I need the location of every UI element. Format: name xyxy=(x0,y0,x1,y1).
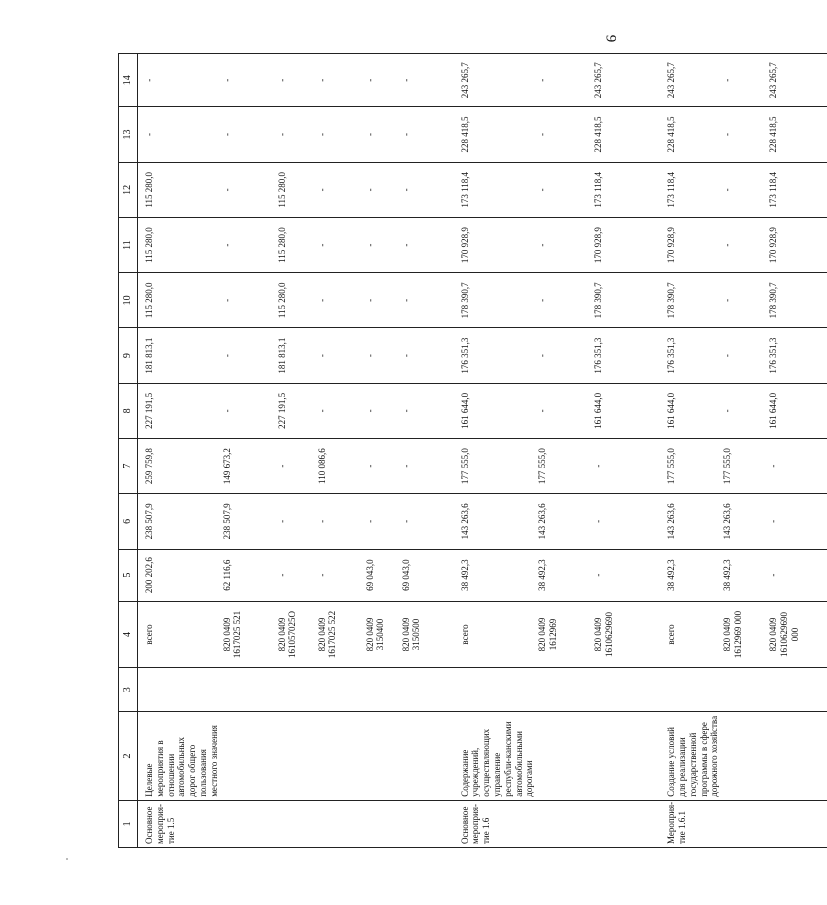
table-cell: 243 265,7 xyxy=(660,54,721,107)
table-cell: 259 759,8 xyxy=(138,439,221,494)
table-cell: 176 351,3 xyxy=(454,328,537,383)
table-cell xyxy=(767,668,827,712)
table-cell: 243 265,7 xyxy=(454,54,537,107)
table-cell: всего xyxy=(454,601,537,667)
table-cell xyxy=(767,800,827,847)
table-cell: 161 644,0 xyxy=(592,383,660,438)
table-row xyxy=(276,54,316,848)
table-cell: 173 118,4 xyxy=(592,162,660,217)
table-cell: 820 0409 1612969 xyxy=(536,601,592,667)
table-cell xyxy=(592,712,660,800)
table-cell xyxy=(276,668,316,712)
table-cell: 243 265,7 xyxy=(592,54,660,107)
table-cell: 177 555,0 xyxy=(454,439,537,494)
table-cell: - xyxy=(721,162,767,217)
table-cell xyxy=(364,668,400,712)
table-cell: 173 118,4 xyxy=(454,162,537,217)
table-cell xyxy=(400,712,454,800)
table-cell: - xyxy=(364,273,400,328)
table-cell: 177 555,0 xyxy=(721,439,767,494)
col-header: 12 xyxy=(119,162,138,217)
table-cell: - xyxy=(364,217,400,272)
table-cell: - xyxy=(536,162,592,217)
table-cell: Основное мероприя-тие 1.6 xyxy=(454,800,537,847)
col-header: 14 xyxy=(119,54,138,107)
table-cell: - xyxy=(316,107,364,162)
table-cell: 173 118,4 xyxy=(660,162,721,217)
table-cell: 228 418,5 xyxy=(454,107,537,162)
table-cell: - xyxy=(400,217,454,272)
table-cell: - xyxy=(400,439,454,494)
table-cell xyxy=(276,712,316,800)
table-cell: 38 492,3 xyxy=(454,549,537,601)
table-cell: 178 390,7 xyxy=(454,273,537,328)
table-cell: 115 280,0 xyxy=(276,273,316,328)
table-cell: - xyxy=(364,162,400,217)
table-cell xyxy=(316,668,364,712)
table-cell: - xyxy=(364,328,400,383)
table-cell: - xyxy=(221,54,276,107)
table-cell xyxy=(221,800,276,847)
table-cell: 38 492,3 xyxy=(660,549,721,601)
table-cell: - xyxy=(316,217,364,272)
table-cell xyxy=(721,712,767,800)
budget-table xyxy=(118,53,827,848)
table-cell xyxy=(454,668,537,712)
table-cell: - xyxy=(316,494,364,549)
table-cell: - xyxy=(767,494,827,549)
table-cell: 181 813,1 xyxy=(276,328,316,383)
table-cell: 115 280,0 xyxy=(276,217,316,272)
table-body xyxy=(138,54,827,848)
table-cell: - xyxy=(536,328,592,383)
table-cell: - xyxy=(364,107,400,162)
table-cell: - xyxy=(400,383,454,438)
table-row xyxy=(592,54,660,848)
table-cell: - xyxy=(721,107,767,162)
col-header: 8 xyxy=(119,383,138,438)
table-cell: 227 191,5 xyxy=(276,383,316,438)
table-cell: 238 507,9 xyxy=(221,494,276,549)
table-cell: 228 418,5 xyxy=(767,107,827,162)
table-cell: - xyxy=(721,383,767,438)
table-cell xyxy=(721,800,767,847)
table-cell: - xyxy=(400,273,454,328)
table-cell: - xyxy=(221,107,276,162)
table-cell: 178 390,7 xyxy=(592,273,660,328)
table-cell xyxy=(364,712,400,800)
table-cell xyxy=(536,712,592,800)
table-cell: 69 043,0 xyxy=(364,549,400,601)
table-row xyxy=(221,54,276,848)
table-cell xyxy=(221,712,276,800)
page-number: 9 xyxy=(601,34,618,43)
table-cell: 170 928,9 xyxy=(592,217,660,272)
table-cell: 243 265,7 xyxy=(767,54,827,107)
table-cell: - xyxy=(138,54,221,107)
table-row xyxy=(767,54,827,848)
table-cell: - xyxy=(316,162,364,217)
table-cell: 176 351,3 xyxy=(660,328,721,383)
table-row xyxy=(316,54,364,848)
table-cell: 143 263,6 xyxy=(454,494,537,549)
table-cell: 820 0409 3150400 xyxy=(364,601,400,667)
table-row xyxy=(138,54,221,848)
table-row xyxy=(536,54,592,848)
col-header: 11 xyxy=(119,217,138,272)
table-cell: 176 351,3 xyxy=(767,328,827,383)
table-cell xyxy=(767,712,827,800)
table-cell: - xyxy=(364,439,400,494)
table-row xyxy=(721,54,767,848)
table-cell xyxy=(400,800,454,847)
table-cell: - xyxy=(364,494,400,549)
table-cell: 149 673,2 xyxy=(221,439,276,494)
table-cell: 178 390,7 xyxy=(660,273,721,328)
table-cell: 178 390,7 xyxy=(767,273,827,328)
table-cell xyxy=(660,668,721,712)
table-cell: - xyxy=(400,162,454,217)
table-cell: 115 280,0 xyxy=(276,162,316,217)
col-header: 6 xyxy=(119,494,138,549)
table-cell: 115 280,0 xyxy=(138,162,221,217)
table-cell: 820 0409 1612969 000 xyxy=(721,601,767,667)
table-cell: 177 555,0 xyxy=(660,439,721,494)
col-header: 1 xyxy=(119,800,138,847)
table-cell: 170 928,9 xyxy=(767,217,827,272)
table-cell: - xyxy=(221,273,276,328)
table-cell: - xyxy=(721,328,767,383)
table-cell: - xyxy=(536,217,592,272)
table-cell: 143 263,6 xyxy=(721,494,767,549)
table-cell: - xyxy=(138,107,221,162)
table-cell: 115 280,0 xyxy=(138,217,221,272)
table-cell: - xyxy=(592,494,660,549)
table-cell: 161 644,0 xyxy=(454,383,537,438)
col-header: 4 xyxy=(119,601,138,667)
table-cell: - xyxy=(221,217,276,272)
table-cell: - xyxy=(316,328,364,383)
table-row xyxy=(400,54,454,848)
col-header: 9 xyxy=(119,328,138,383)
table-cell: Целевые мероприятия в отношении автомобильных дорог общего пользования местного значения xyxy=(138,712,221,800)
table-cell: - xyxy=(276,549,316,601)
table-cell xyxy=(592,668,660,712)
table-cell: 238 507,9 xyxy=(138,494,221,549)
table-cell: 820 0409 3150500 xyxy=(400,601,454,667)
table-cell: - xyxy=(316,383,364,438)
table-cell: Создание условий для реализации государственной программы в сфере дорожного хозяйства xyxy=(660,712,721,800)
table-cell: 170 928,9 xyxy=(660,217,721,272)
table-cell: - xyxy=(721,273,767,328)
table-cell: - xyxy=(536,107,592,162)
table-cell: Содержание учреждений, осуществляющих управление республи-канскими автомобильными дорогами xyxy=(454,712,537,800)
table-cell: всего xyxy=(138,601,221,667)
table-cell: - xyxy=(364,383,400,438)
table-cell: 38 492,3 xyxy=(721,549,767,601)
table-cell: - xyxy=(721,54,767,107)
table-cell: 820 0409 1617025 521 xyxy=(221,601,276,667)
table-cell: 170 928,9 xyxy=(454,217,537,272)
col-header: 2 xyxy=(119,712,138,800)
table-row xyxy=(454,54,537,848)
table-cell: - xyxy=(400,107,454,162)
table-cell xyxy=(316,800,364,847)
col-header: 13 xyxy=(119,107,138,162)
rotated-table-container xyxy=(118,53,800,848)
table-cell: 820 0409 161057025О xyxy=(276,601,316,667)
table-cell xyxy=(592,800,660,847)
table-cell: Основное мероприя-тие 1.5 xyxy=(138,800,221,847)
table-cell xyxy=(221,668,276,712)
table-cell: 62 116,6 xyxy=(221,549,276,601)
table-cell: 161 644,0 xyxy=(767,383,827,438)
table-cell: 200 202,6 xyxy=(138,549,221,601)
table-cell: - xyxy=(221,162,276,217)
table-cell: - xyxy=(400,54,454,107)
table-cell: - xyxy=(767,439,827,494)
table-cell: - xyxy=(592,439,660,494)
table-cell: - xyxy=(592,549,660,601)
table-cell: 69 043,0 xyxy=(400,549,454,601)
table-cell xyxy=(536,668,592,712)
table-cell: 820 0409 1617025 522 xyxy=(316,601,364,667)
table-cell: Мероприя-тие 1.6.1 xyxy=(660,800,721,847)
table-cell: - xyxy=(400,494,454,549)
table-cell: - xyxy=(536,273,592,328)
table-cell: - xyxy=(316,273,364,328)
table-row xyxy=(364,54,400,848)
table-cell: - xyxy=(276,107,316,162)
table-cell: 820 0409 1610629690 xyxy=(592,601,660,667)
table-cell: 227 191,5 xyxy=(138,383,221,438)
table-cell xyxy=(276,800,316,847)
table-cell: 143 263,6 xyxy=(660,494,721,549)
table-cell: 181 813,1 xyxy=(138,328,221,383)
scan-speck xyxy=(66,858,68,860)
col-header: 7 xyxy=(119,439,138,494)
table-cell: - xyxy=(276,54,316,107)
table-cell: 177 555,0 xyxy=(536,439,592,494)
table-cell: - xyxy=(536,383,592,438)
table-cell: - xyxy=(221,383,276,438)
table-cell: - xyxy=(721,217,767,272)
table-row xyxy=(660,54,721,848)
table-cell: - xyxy=(276,494,316,549)
table-cell: - xyxy=(221,328,276,383)
header-row xyxy=(119,54,138,848)
table-cell: всего xyxy=(660,601,721,667)
table-cell xyxy=(138,668,221,712)
col-header: 10 xyxy=(119,273,138,328)
table-cell xyxy=(316,712,364,800)
table-cell xyxy=(400,668,454,712)
table-cell: 161 644,0 xyxy=(660,383,721,438)
table-cell xyxy=(364,800,400,847)
table-cell: 228 418,5 xyxy=(660,107,721,162)
table-cell: - xyxy=(536,54,592,107)
table-cell: - xyxy=(316,549,364,601)
table-cell: 228 418,5 xyxy=(592,107,660,162)
table-cell: - xyxy=(364,54,400,107)
table-cell: - xyxy=(276,439,316,494)
table-cell: 173 118,4 xyxy=(767,162,827,217)
col-header: 5 xyxy=(119,549,138,601)
table-cell xyxy=(536,800,592,847)
table-cell: 143 263,6 xyxy=(536,494,592,549)
table-cell: - xyxy=(400,328,454,383)
table-cell xyxy=(721,668,767,712)
table-cell: 176 351,3 xyxy=(592,328,660,383)
table-cell: 110 086,6 xyxy=(316,439,364,494)
table-cell: - xyxy=(316,54,364,107)
table-cell: - xyxy=(767,549,827,601)
table-cell: 820 0409 1610629690 000 xyxy=(767,601,827,667)
table-cell: 38 492,3 xyxy=(536,549,592,601)
col-header: 3 xyxy=(119,668,138,712)
table-cell: 115 280,0 xyxy=(138,273,221,328)
